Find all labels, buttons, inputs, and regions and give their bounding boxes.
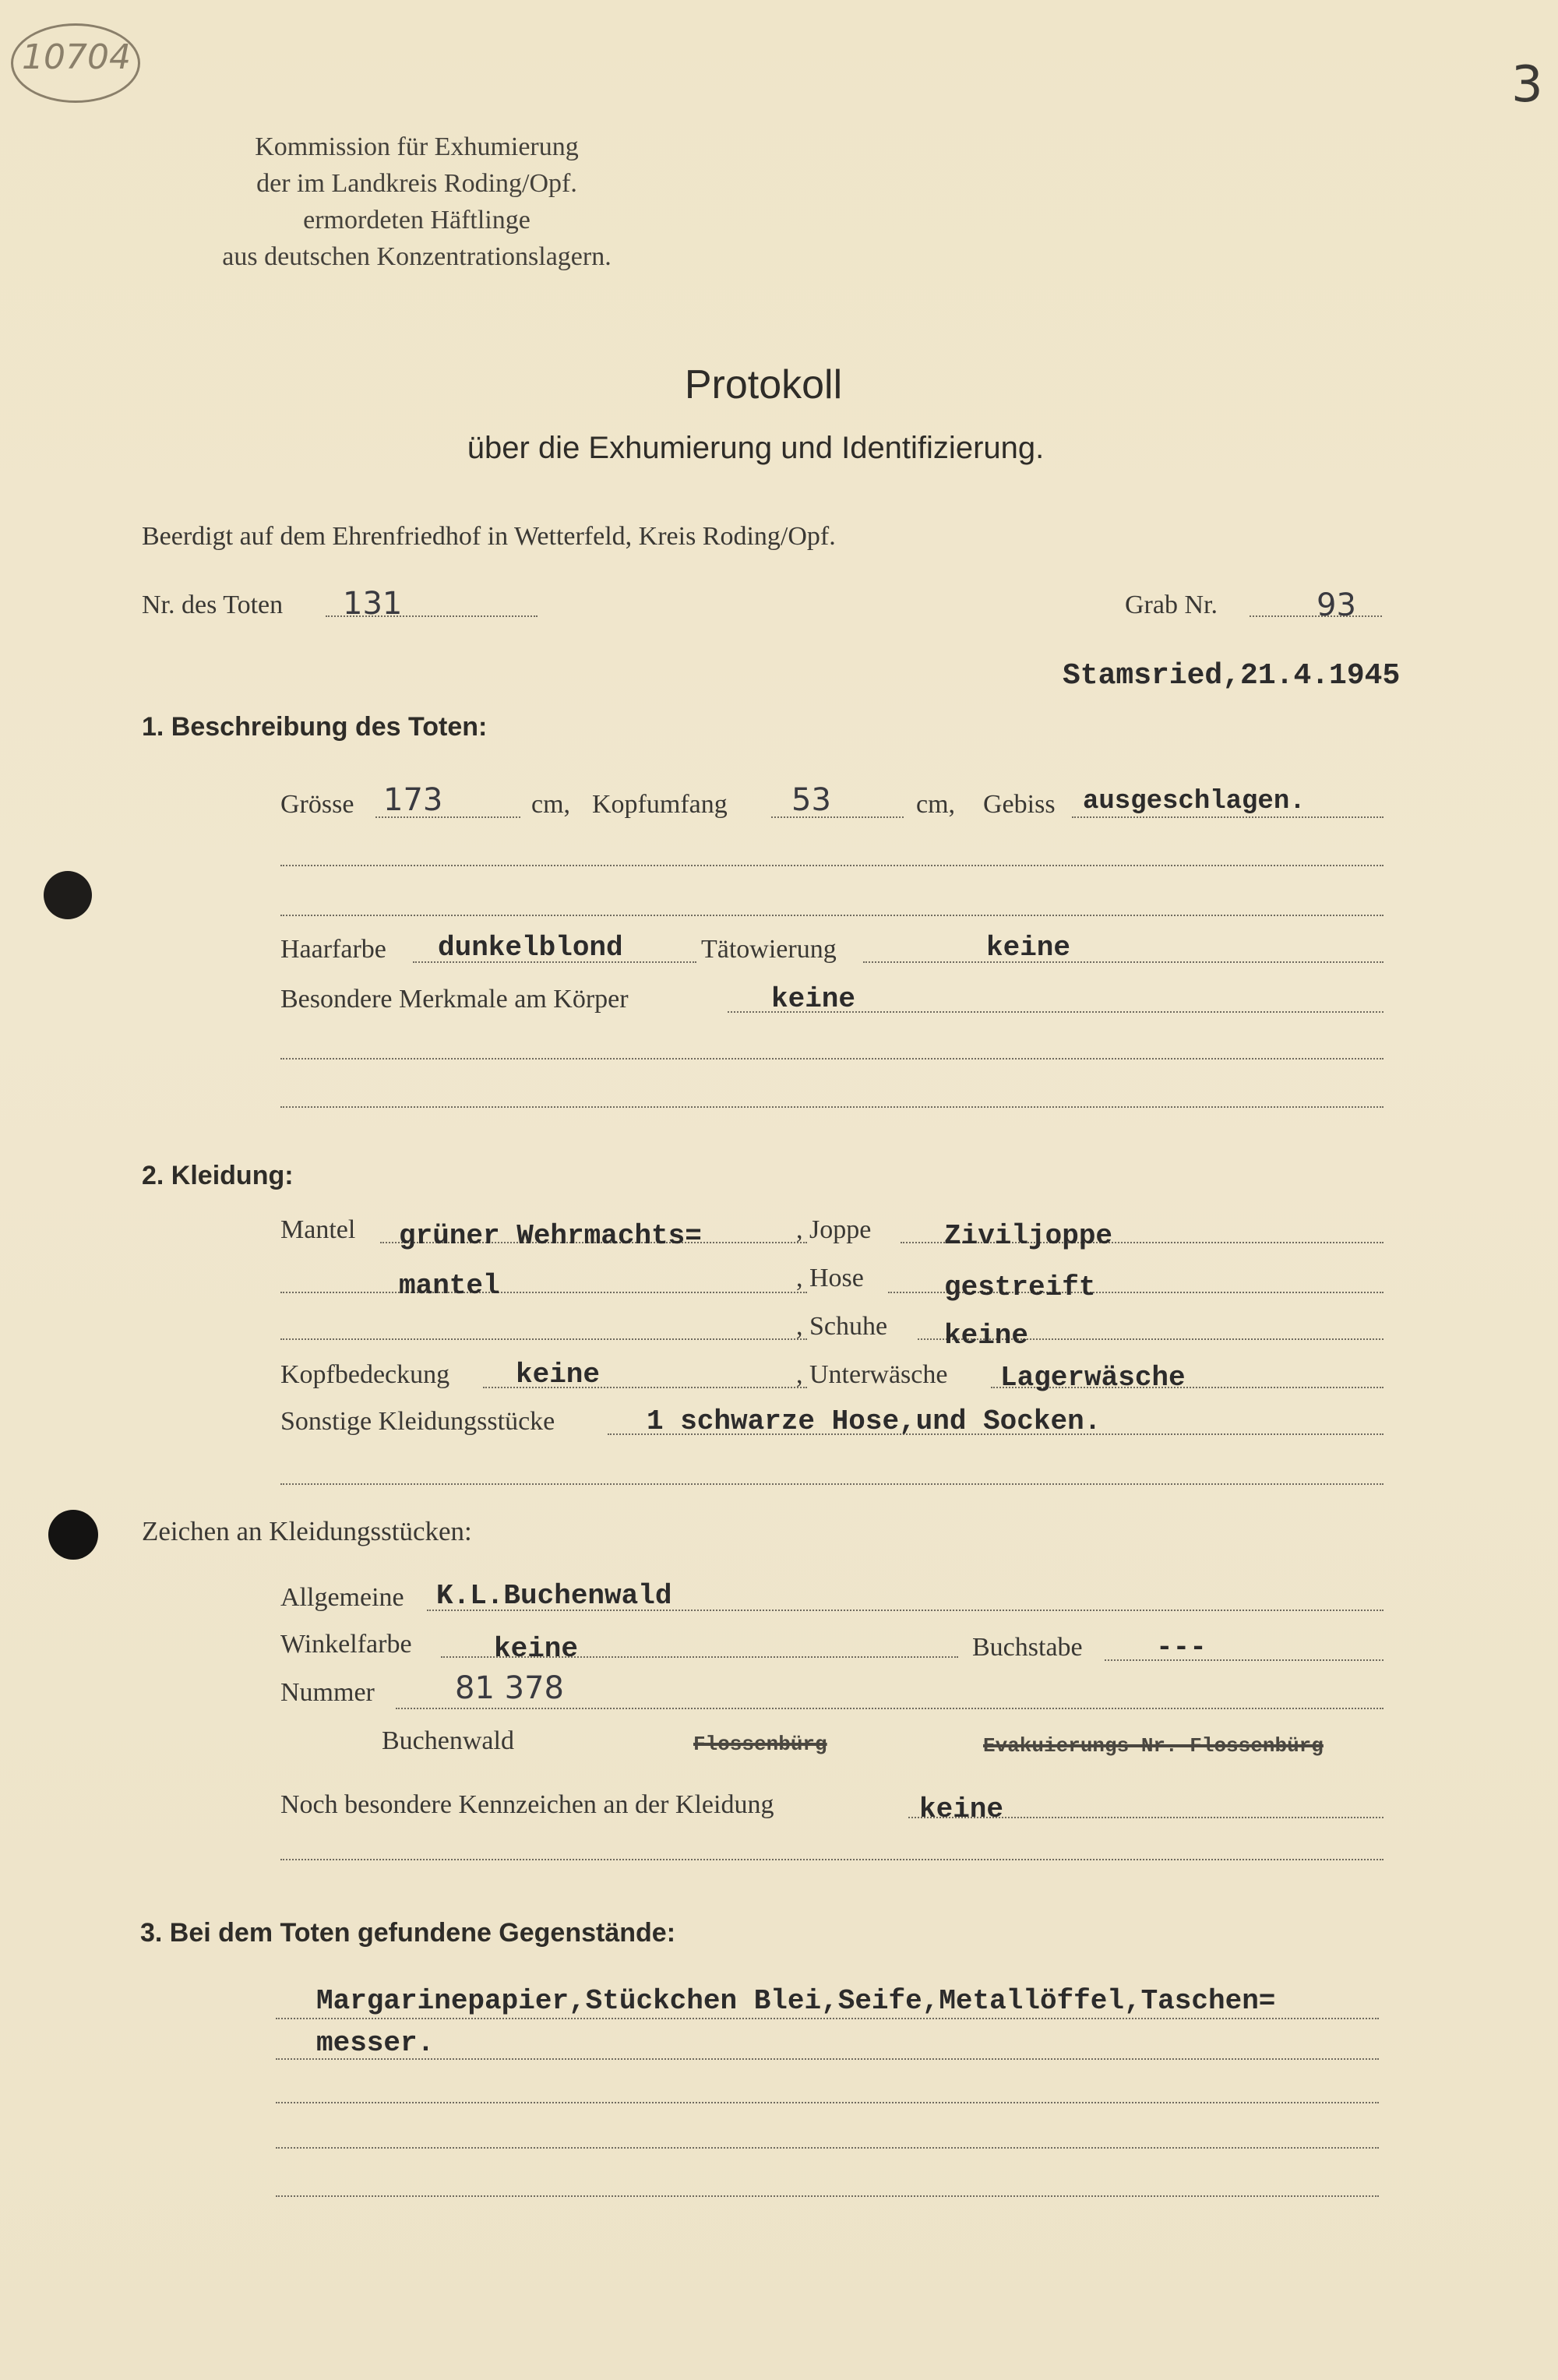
angle-color-value: keine [494,1633,579,1665]
blank-line-4 [280,1106,1384,1108]
dead-number-label: Nr. des Toten [142,591,284,619]
marks-value: keine [771,983,856,1015]
blank-line-5 [280,1338,807,1340]
section3-heading: 3. Bei dem Toten gefundene Gegenstände: [140,1918,676,1948]
number-label: Nummer [280,1678,375,1707]
further-marks-label: Noch besondere Kennzeichen an der Kleidung [280,1790,774,1819]
section2-heading: 2. Kleidung: [142,1161,294,1190]
coat-line-2 [280,1292,807,1293]
archive-stamp-number: 10704 [22,37,131,77]
height-unit: cm, [531,790,571,819]
blank-line-10 [276,2195,1379,2197]
blank-line-7 [280,1859,1384,1860]
tattoo-label: Tätowierung [701,935,837,964]
head-unit: cm, [916,790,956,819]
shoes-label: , Schuhe [796,1312,888,1341]
teeth-label: Gebiss [983,790,1056,819]
angle-color-label: Winkelfarbe [280,1630,412,1659]
items-value-2: messer. [316,2027,435,2059]
tattoo-line [863,961,1384,963]
commission-line-1: Kommission für Exhumierung [255,132,579,161]
coat-value-1: grüner Wehrmachts= [399,1220,702,1252]
dead-number-value: 131 [343,586,403,622]
letter-label: Buchstabe [972,1633,1083,1662]
trousers-value: gestreift [944,1271,1096,1303]
blank-line-2 [280,915,1384,916]
blank-line-9 [276,2147,1379,2149]
jacket-value: Ziviljoppe [944,1220,1113,1252]
number-line [396,1708,1384,1709]
underwear-label: , Unterwäsche [796,1360,948,1389]
camp-flossenbuerg-struck: Flossenbürg [693,1733,827,1756]
items-line-2 [276,2058,1379,2060]
blank-line-8 [276,2102,1379,2103]
marks-heading: Zeichen an Kleidungsstücken: [142,1516,472,1546]
height-label: Grösse [280,790,354,819]
commission-line-2: der im Landkreis Roding/Opf. [256,169,577,198]
other-clothing-value: 1 schwarze Hose,und Socken. [647,1405,1102,1437]
blank-line-6 [280,1483,1384,1485]
head-label: Kopfumfang [592,790,728,819]
camp-buchenwald: Buchenwald [382,1726,514,1755]
items-value-1: Margarinepapier,Stückchen Blei,Seife,Metallöffel,Taschen= [316,1985,1276,2017]
headwear-label: Kopfbedeckung [280,1360,450,1389]
page-number: 3 [1511,56,1543,114]
general-label: Allgemeine [280,1583,404,1612]
blank-line-1 [280,865,1384,866]
burial-line: Beerdigt auf dem Ehrenfriedhof in Wetterfeld, Kreis Roding/Opf. [142,522,836,551]
general-value: K.L.Buchenwald [436,1580,672,1612]
teeth-line [1072,816,1384,818]
punch-hole-bottom [48,1510,98,1560]
jacket-label: , Joppe [796,1215,872,1244]
underwear-value: Lagerwäsche [1000,1362,1186,1394]
commission-line-3: ermordeten Häftlinge [303,206,530,234]
further-marks-value: keine [919,1793,1004,1825]
letter-value: --- [1156,1631,1207,1663]
tattoo-value: keine [986,932,1071,964]
coat-label: Mantel [280,1215,356,1244]
page-subtitle: über die Exhumierung und Identifizierung. [467,431,1045,465]
trousers-label: , Hose [796,1264,864,1292]
commission-header [156,129,678,275]
height-value: 173 [383,782,443,818]
teeth-value: ausgeschlagen. [1083,787,1306,816]
number-value: 81 378 [455,1670,564,1706]
shoes-value: keine [944,1320,1029,1352]
blank-line-3 [280,1058,1384,1060]
commission-line-4: aus deutschen Konzentrationslagern. [222,242,612,271]
grave-number-line [1250,615,1382,617]
items-line-1 [276,2018,1379,2019]
section1-heading: 1. Beschreibung des Toten: [142,712,488,742]
hair-value: dunkelblond [438,932,623,964]
head-value: 53 [791,782,831,818]
headwear-value: keine [516,1359,601,1391]
hair-label: Haarfarbe [280,935,386,964]
coat-value-2: mantel [399,1270,500,1302]
evacuation-number-struck: Evakuierungs-Nr. Flossenbürg [983,1734,1324,1758]
marks-label: Besondere Merkmale am Körper [280,985,629,1014]
page-title: Protokoll [684,362,843,407]
other-clothing-label: Sonstige Kleidungsstücke [280,1407,555,1436]
punch-hole-top [44,871,92,919]
place-date: Stamsried,21.4.1945 [1063,659,1401,693]
grave-number-value: 93 [1317,587,1356,623]
letter-line [1105,1659,1384,1661]
grave-number-label: Grab Nr. [1125,591,1218,619]
